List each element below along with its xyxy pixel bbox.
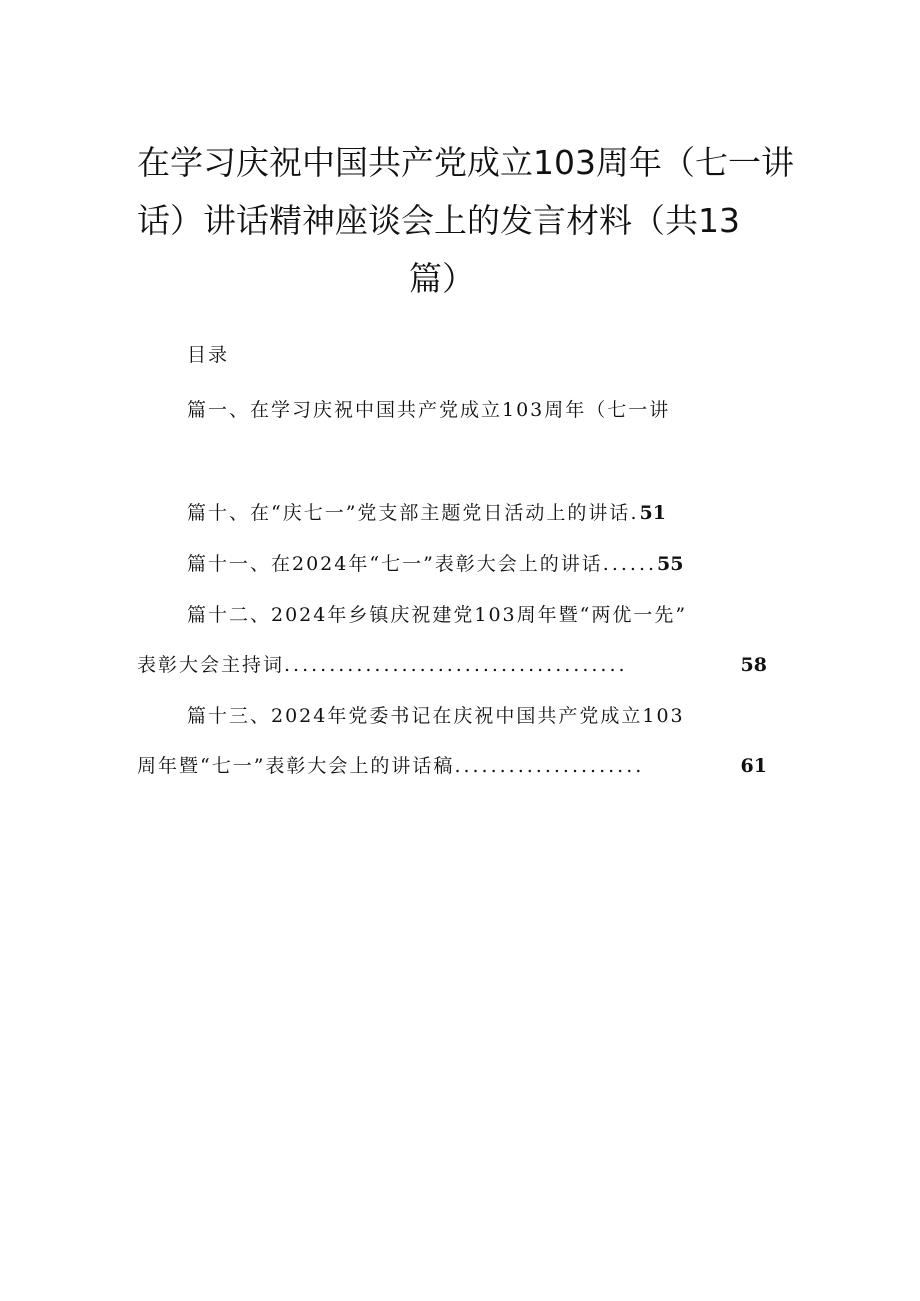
toc-entry-text: 篇十三、2024年党委书记在庆祝中国共产党成立103 — [187, 705, 685, 727]
toc-entry-leader: ..................... — [454, 755, 645, 777]
toc-entry-text: 篇十一、在2024年“七一”表彰大会上的讲话 — [187, 553, 603, 575]
toc-entry-12[interactable] — [187, 600, 687, 627]
toc-entry-12-continued[interactable] — [137, 650, 767, 677]
toc-entry-text: 篇十二、2024年乡镇庆祝建党103周年暨“两优一先” — [187, 604, 688, 626]
toc-entry-1[interactable] — [187, 395, 670, 422]
title-line-3: 篇） — [409, 259, 475, 298]
toc-entry-leader: ...... — [602, 553, 658, 575]
title-line-1: 在学习庆祝中国共产党成立103周年（七一讲 — [137, 143, 794, 182]
toc-entry-11[interactable] — [187, 549, 683, 576]
toc-entry-text: 周年暨“七一”表彰大会上的讲话稿 — [137, 755, 455, 777]
toc-entry-page: 51 — [639, 502, 666, 524]
toc-entry-page: 61 — [740, 755, 767, 777]
title-line-2: 话）讲话精神座谈会上的发言材料（共13 — [137, 201, 740, 240]
toc-entry-leader: . — [630, 502, 640, 524]
toc-entry-page: 55 — [657, 553, 684, 575]
toc-entry-leader: ...................................... — [284, 654, 628, 676]
toc-entry-text: 表彰大会主持词 — [137, 654, 285, 676]
toc-entry-10[interactable] — [187, 498, 666, 525]
toc-entry-13[interactable] — [187, 701, 685, 728]
toc-entry-text: 篇十、在“庆七一”党支部主题党日活动上的讲话 — [187, 502, 631, 524]
toc-entry-page: 58 — [740, 654, 767, 676]
toc-entry-text: 篇一、在学习庆祝中国共产党成立103周年（七一讲 — [187, 399, 671, 421]
toc-entry-13-continued[interactable] — [137, 751, 767, 778]
toc-heading: 目录 — [187, 344, 230, 366]
document-title — [137, 134, 794, 308]
